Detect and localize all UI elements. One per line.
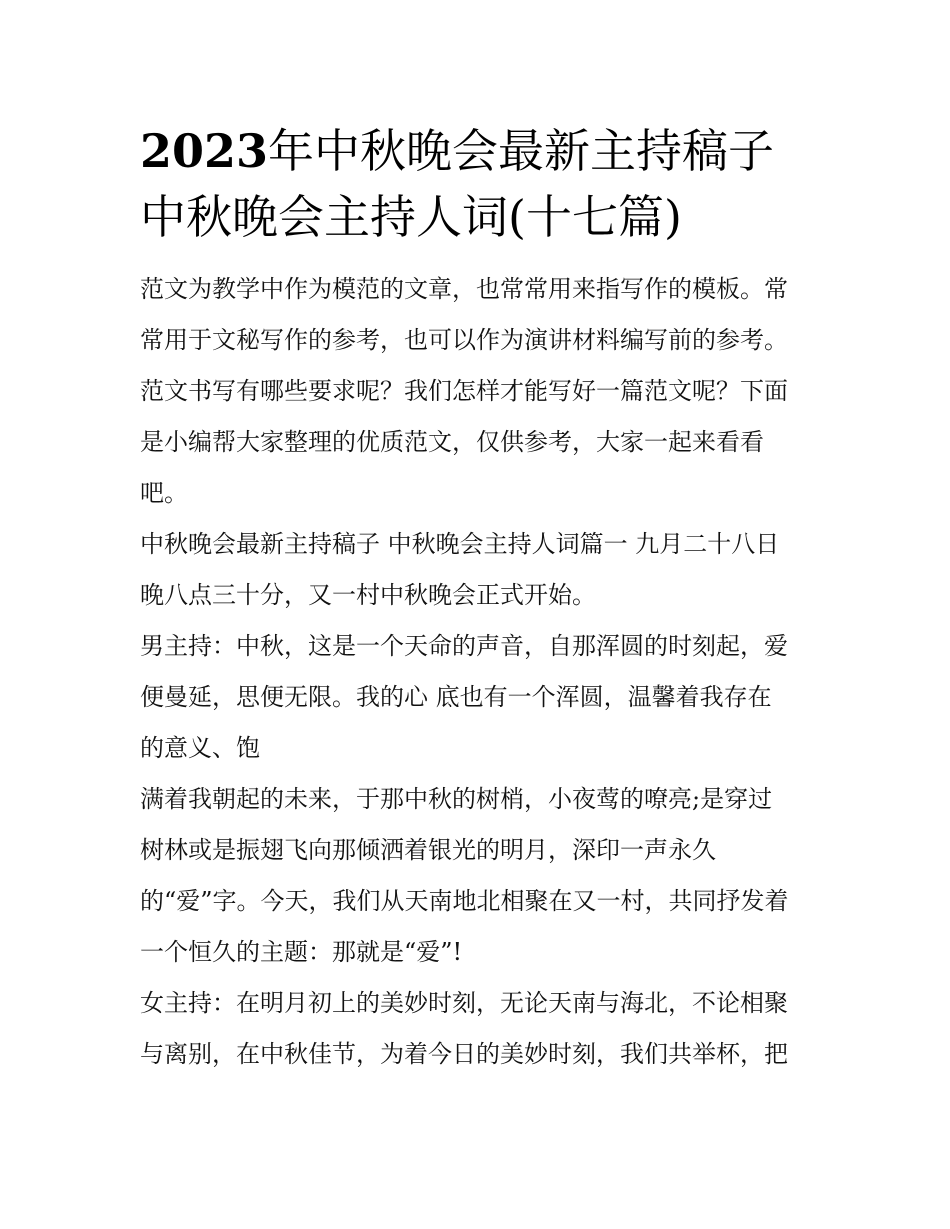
title-line-1-text: 年中秋晚会最新主持稿子 — [268, 124, 775, 178]
title-line-2: 中秋晚会主持人词(十七篇) — [140, 190, 682, 244]
body-line: 女主持：在明月初上的美妙时刻，无论天南与海北，不论相聚 — [140, 989, 788, 1017]
title-line-1 — [140, 118, 820, 184]
body-line: 中秋晚会最新主持稿子 中秋晚会主持人词篇一 九月二十八日 — [140, 530, 780, 558]
body-line: 常用于文秘写作的参考，也可以作为演讲材料编写前的参考。 — [140, 326, 788, 354]
document-title — [140, 118, 820, 250]
body-line: 晚八点三十分，又一村中秋晚会正式开始。 — [140, 581, 596, 609]
body-line: 是小编帮大家整理的优质范文，仅供参考，大家一起来看看 — [140, 428, 764, 456]
body-line: 树林或是振翅飞向那倾洒着银光的明月，深印一声永久 — [140, 836, 716, 864]
body-line: 的“爱”字。今天，我们从天南地北相聚在又一村，共同抒发着 — [140, 887, 789, 915]
document-page — [140, 118, 820, 1080]
body-line: 便曼延，思便无限。我的心 底也有一个浑圆，温馨着我存在 — [140, 683, 772, 711]
document-body — [140, 264, 820, 1080]
body-line: 吧。 — [140, 479, 188, 507]
title-year: 2023 — [140, 124, 269, 178]
body-line: 满着我朝起的未来，于那中秋的树梢，小夜莺的嘹亮;是穿过 — [140, 785, 773, 813]
body-line: 一个恒久的主题：那就是“爱”! — [140, 938, 463, 966]
body-line: 的意义、饱 — [140, 734, 260, 762]
body-line: 范文书写有哪些要求呢？我们怎样才能写好一篇范文呢？下面 — [140, 377, 788, 405]
body-line: 男主持：中秋，这是一个天命的声音，自那浑圆的时刻起，爱 — [140, 632, 788, 660]
body-line: 与离别，在中秋佳节，为着今日的美妙时刻，我们共举杯，把 — [140, 1040, 788, 1068]
body-line: 范文为教学中作为模范的文章，也常常用来指写作的模板。常 — [140, 275, 788, 303]
